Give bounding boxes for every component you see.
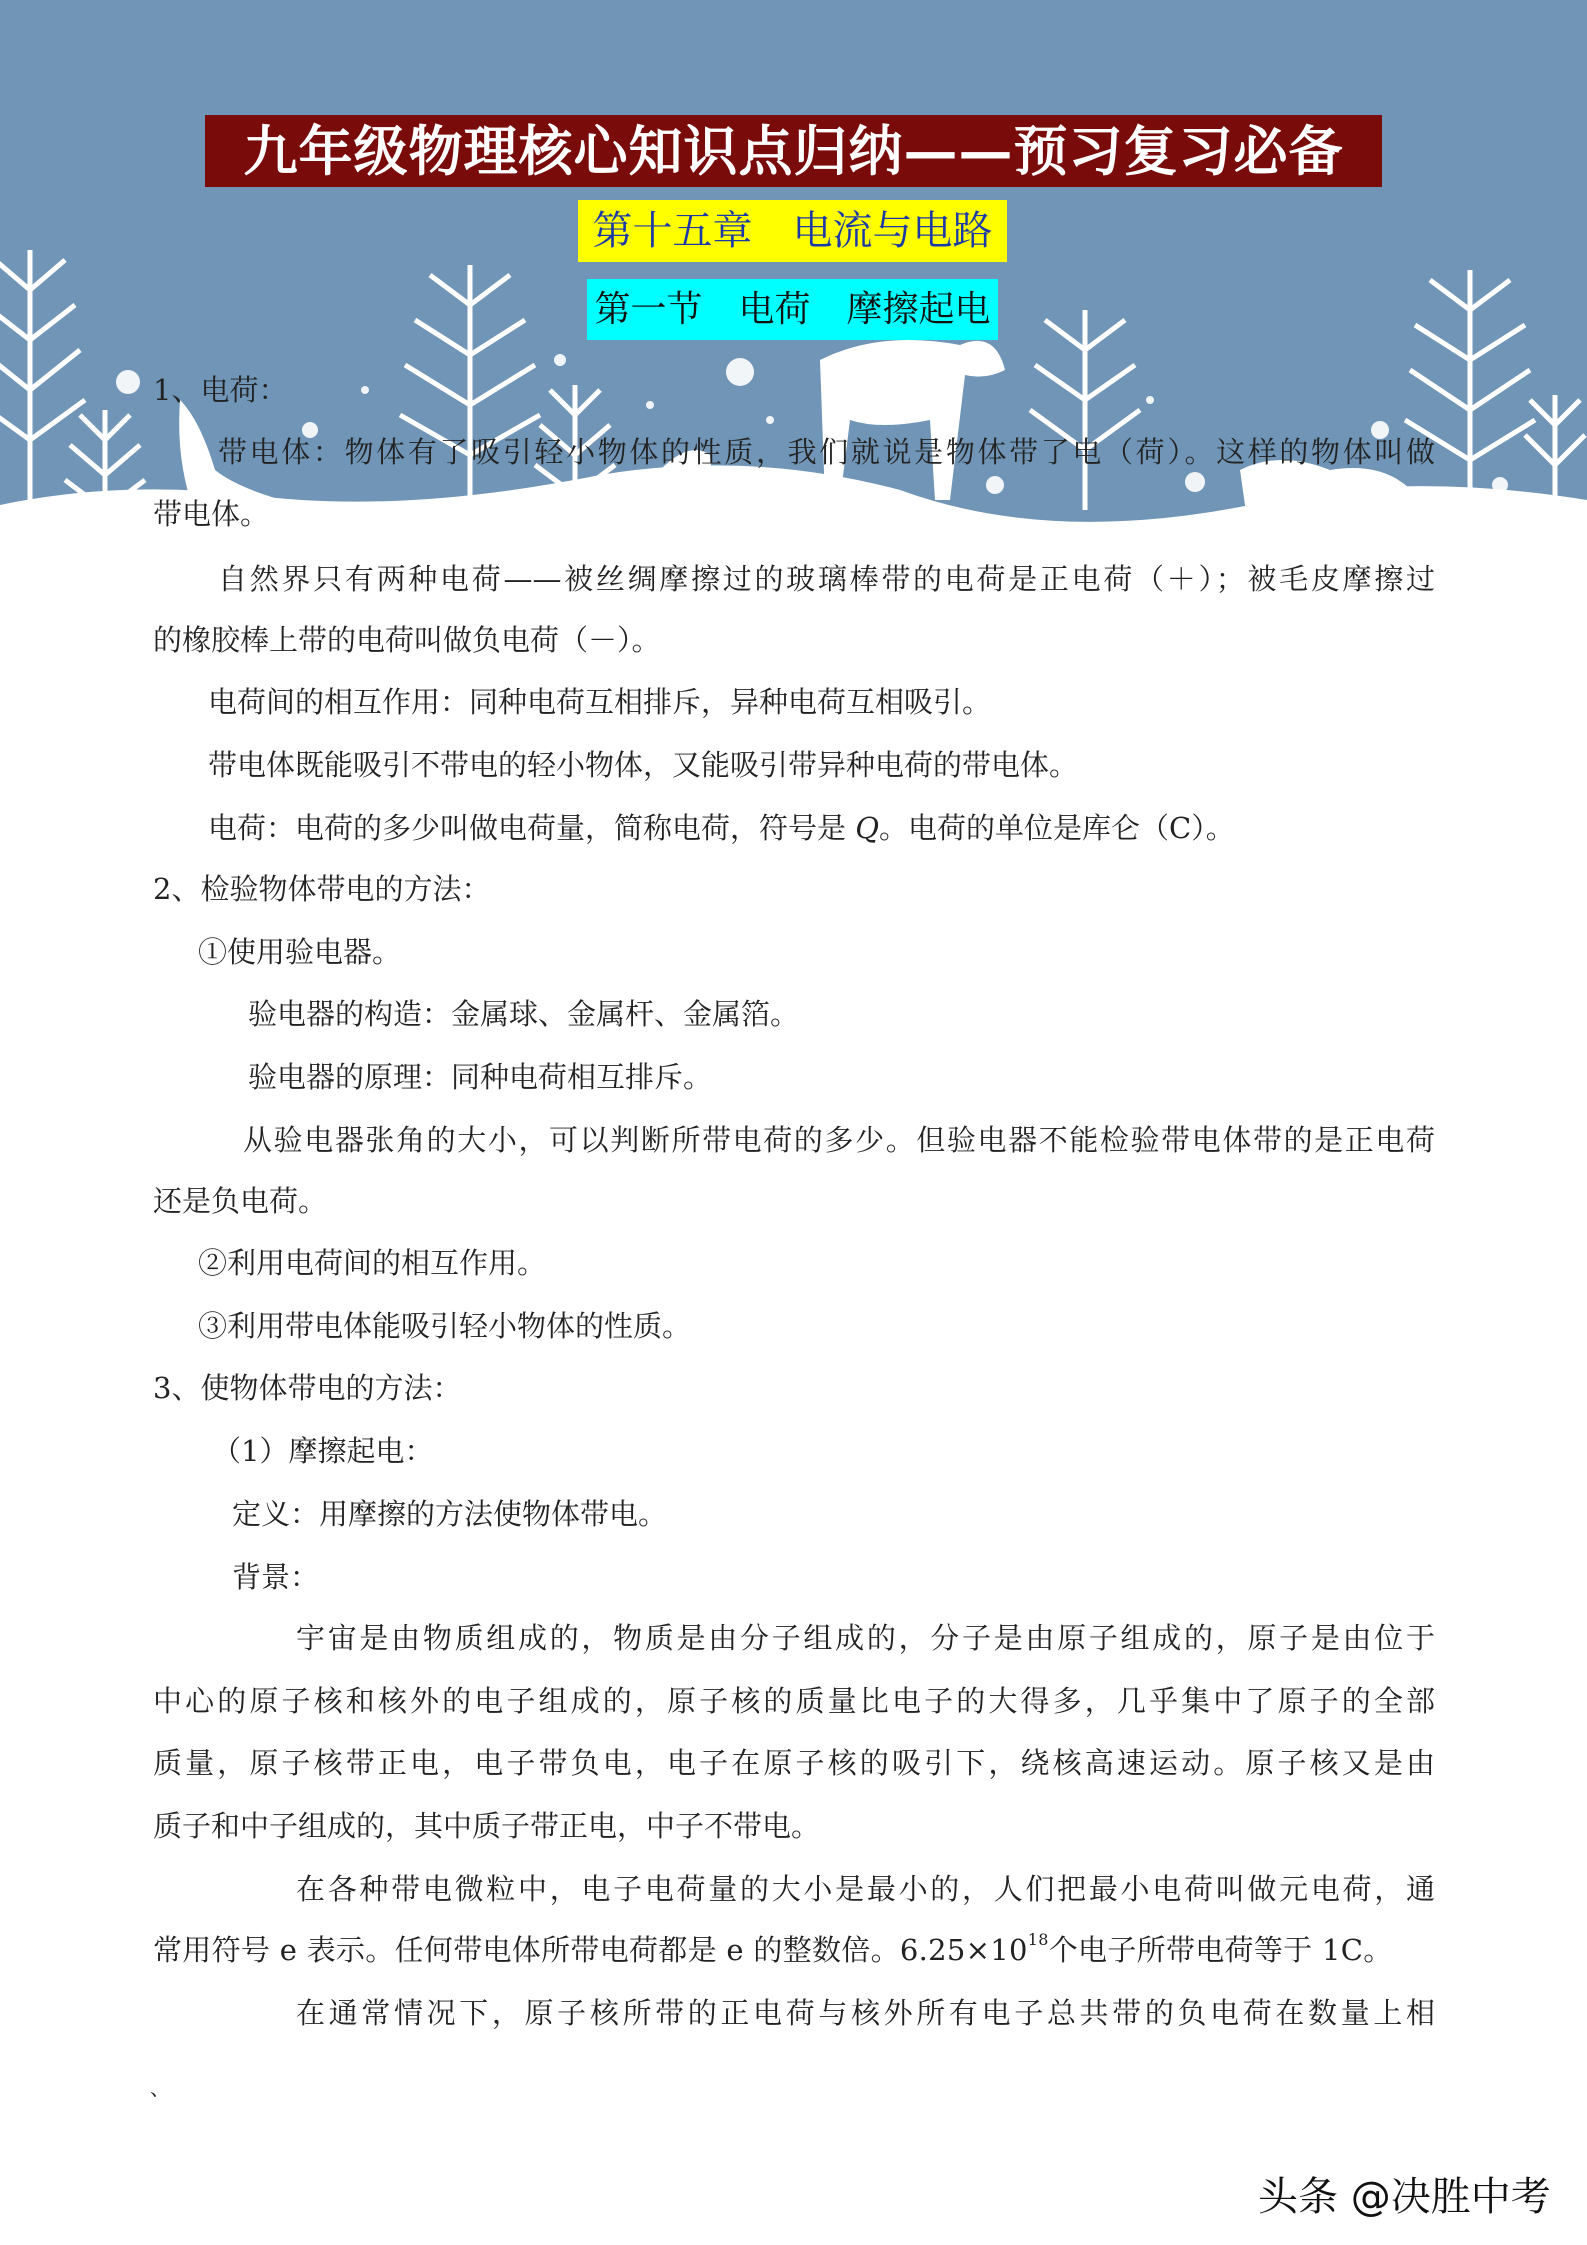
exponent: 18 (1027, 1930, 1049, 1949)
paragraph-line: 在各种带电微粒中，电子电荷量的大小是最小的，人们把最小电荷叫做元电荷，通 (296, 1872, 1435, 1906)
paragraph-line: 还是负电荷。 (153, 1184, 328, 1218)
text-part: 。电荷的单位是库仑（C）。 (879, 811, 1235, 845)
paragraph-line: 电荷间的相互作用：同种电荷互相排斥，异种电荷互相吸引。 (208, 685, 992, 719)
text-part: 个电子所带电荷等于 1C。 (1048, 1933, 1393, 1967)
paragraph-line (208, 808, 1235, 848)
paragraph-line: 中心的原子核和核外的电子组成的，原子核的质量比电子的大得多，几乎集中了原子的全部 (153, 1684, 1435, 1718)
heading-detect-charge: 2、检验物体带电的方法： (153, 872, 491, 906)
text-part: 电荷：电荷的多少叫做电荷量，简称电荷，符号是 (208, 811, 856, 845)
paragraph-line: 从验电器张角的大小，可以判断所带电荷的多少。但验电器不能检验带电体带的是正电荷 (243, 1123, 1435, 1157)
subheading-friction: （1）摩擦起电： (212, 1434, 434, 1468)
paragraph-line: 验电器的构造：金属球、金属杆、金属箔。 (248, 997, 800, 1031)
paragraph-line: 定义：用摩擦的方法使物体带电。 (232, 1497, 668, 1531)
paragraph-line: 背景： (232, 1560, 320, 1594)
heading-charging-methods: 3、使物体带电的方法： (153, 1371, 462, 1405)
list-item: ②利用电荷间的相互作用。 (198, 1246, 547, 1280)
watermark: 头条 @决胜中考 (1258, 2174, 1551, 2220)
paragraph-line: 自然界只有两种电荷——被丝绸摩擦过的玻璃棒带的电荷是正电荷（＋）；被毛皮摩擦过 (218, 562, 1435, 596)
paragraph-line (153, 1930, 1435, 1970)
paragraph-line: 验电器的原理：同种电荷相互排斥。 (248, 1060, 713, 1094)
paragraph-line: 带电体：物体有了吸引轻小物体的性质，我们就说是物体带了电（荷）。这样的物体叫做 (218, 435, 1435, 469)
chapter-heading: 第十五章 电流与电路 (578, 200, 1007, 262)
section-heading: 第一节 电荷 摩擦起电 (587, 279, 998, 340)
paragraph-line: 的橡胶棒上带的电荷叫做负电荷（－）。 (153, 623, 661, 657)
paragraph-line: 带电体既能吸引不带电的轻小物体，又能吸引带异种电荷的带电体。 (208, 748, 1079, 782)
stray-mark: 、 (150, 2076, 170, 2100)
heading-charge: 1、电荷： (153, 373, 288, 407)
text-part: 常用符号 e 表示。任何带电体所带电荷都是 e 的整数倍。6.25×10 (153, 1933, 1028, 1967)
list-item: ③利用带电体能吸引轻小物体的性质。 (198, 1309, 692, 1343)
paragraph-line: 宇宙是由物质组成的，物质是由分子组成的，分子是由原子组成的，原子是由位于 (296, 1621, 1435, 1655)
symbol-q: Q (855, 811, 880, 845)
paragraph-line: 在通常情况下，原子核所带的正电荷与核外所有电子总共带的负电荷在数量上相 (296, 1996, 1435, 2030)
list-item: ①使用验电器。 (198, 935, 402, 969)
paragraph-line: 质量，原子核带正电，电子带负电，电子在原子核的吸引下，绕核高速运动。原子核又是由 (153, 1746, 1435, 1780)
paragraph-line: 带电体。 (153, 497, 270, 531)
document-title: 九年级物理核心知识点归纳——预习复习必备 (205, 115, 1382, 187)
paragraph-line: 质子和中子组成的，其中质子带正电，中子不带电。 (153, 1809, 821, 1843)
